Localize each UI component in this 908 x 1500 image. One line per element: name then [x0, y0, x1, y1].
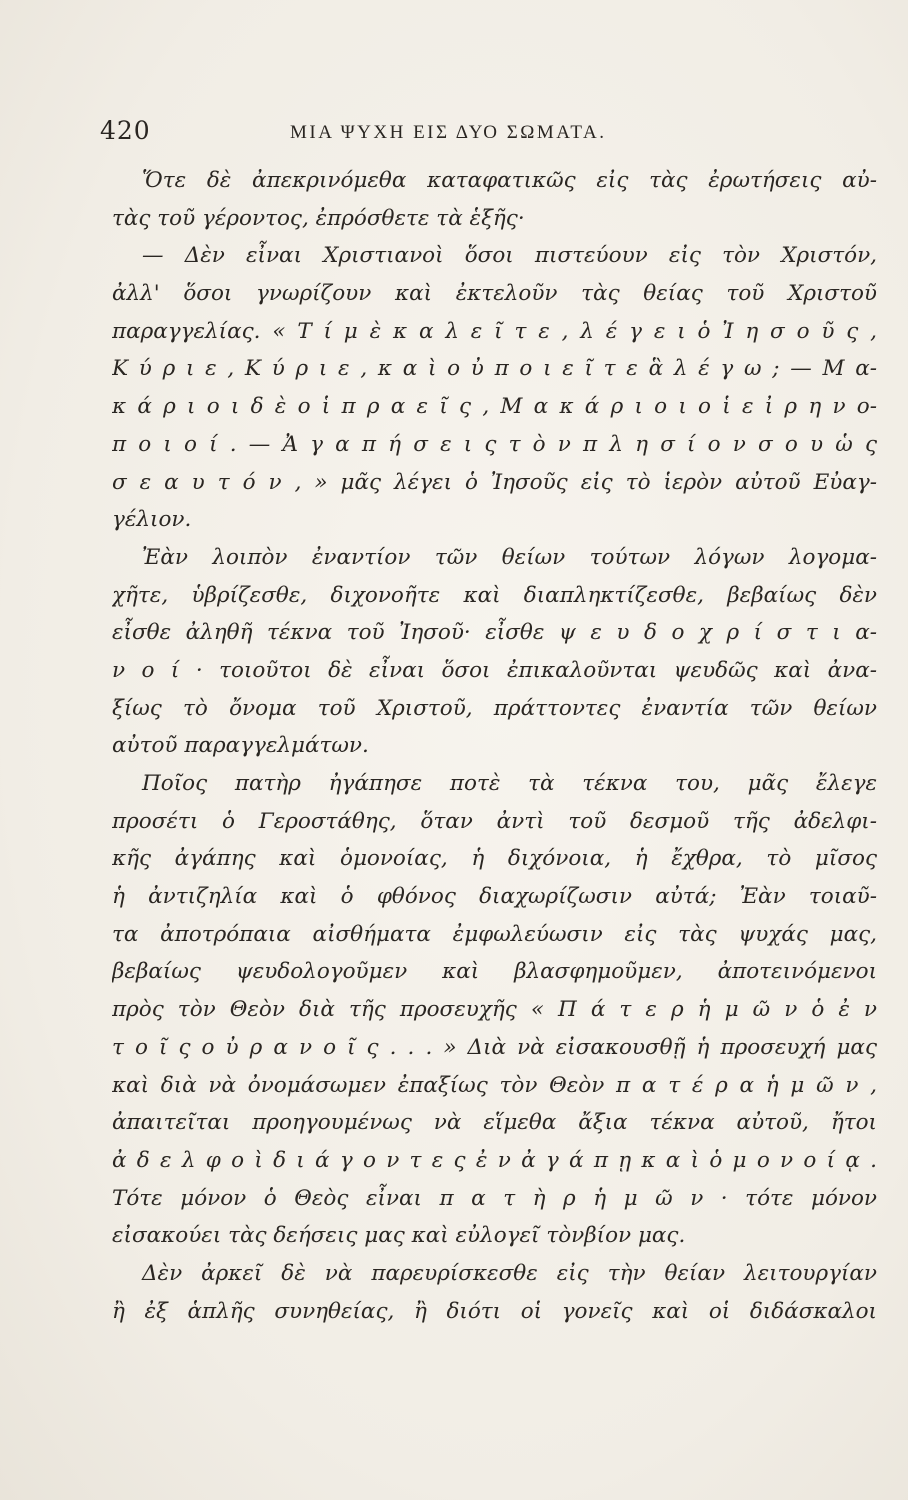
- text-line: γέλιον.: [112, 507, 192, 533]
- text-line: πρὸς τὸν Θεὸν διὰ τῆς προσευχῆς « Π ά τ ε ρ ἡ μ ῶ ν ὁ ἐ ν: [112, 997, 877, 1023]
- running-title: ΜΙΑ ΨΥΧΗ ΕΙΣ ΔΥΟ ΣΩΜΑΤΑ.: [290, 122, 607, 143]
- text-line: χῆτε, ὑβρίζεσθε, διχονοῆτε καὶ διαπληκτίζεσθε, βεβαίως δὲν: [112, 582, 877, 608]
- text-line: καὶ διὰ νὰ ὀνομάσωμεν ἐπαξίως τὸν Θεὸν π α τ έ ρ α ἡ μ ῶ ν ,: [112, 1072, 877, 1098]
- text-line: ἀλλ' ὅσοι γνωρίζουν καὶ ἐκτελοῦν τὰς θείας τοῦ Χριστοῦ: [112, 281, 877, 307]
- page-number: 420: [100, 116, 151, 145]
- text-line: παραγγελίας. « Τ ί μ ὲ κ α λ ε ῖ τ ε , λ έ γ ε ι ὁ Ἰ η σ ο ῦ ς ,: [112, 318, 877, 344]
- text-line: Τότε μόνον ὁ Θεὸς εἶναι π α τ ὴ ρ ἡ μ ῶ ν · τότε μόνον: [112, 1185, 877, 1211]
- text-line: Ἐὰν λοιπὸν ἐναντίον τῶν θείων τούτων λόγων λογομα-: [142, 544, 877, 570]
- text-line: ἀ δ ε λ φ ο ὶ δ ι ά γ ο ν τ ε ς ἐ ν ἀ γ ά π ῃ κ α ὶ ὁ μ ο ν ο ί ᾳ .: [112, 1147, 877, 1173]
- text-line: κ ά ρ ι ο ι δ ὲ ο ἱ π ρ α ε ῖ ς , Μ α κ ά ρ ι ο ι ο ἱ ε ἰ ρ η ν ο-: [112, 394, 877, 420]
- page-header: [100, 112, 820, 152]
- text-line: ξίως τὸ ὄνομα τοῦ Χριστοῦ, πράττοντες ἐναντία τῶν θείων: [112, 695, 877, 721]
- text-line: τ ο ῖ ς ο ὐ ρ α ν ο ῖ ς . . . » Διὰ νὰ εἰσακουσθῇ ἡ προσευχή μας: [112, 1034, 877, 1060]
- text-line: ν ο ί · τοιοῦτοι δὲ εἶναι ὅσοι ἐπικαλοῦνται ψευδῶς καὶ ἀνα-: [112, 657, 877, 683]
- text-line: Ποῖος πατὴρ ἠγάπησε ποτὲ τὰ τέκνα του, μᾶς ἔλεγε: [142, 771, 877, 796]
- body-text: [112, 162, 877, 1330]
- text-line: εἰσακούει τὰς δεήσεις μας καὶ εὐλογεῖ τὸνβίον μας.: [112, 1223, 686, 1249]
- text-line: τα ἀποτρόπαια αἰσθήματα ἐμφωλεύωσιν εἰς τὰς ψυχάς μας,: [112, 921, 877, 947]
- text-line: ἀπαιτεῖται προηγουμένως νὰ εἵμεθα ἄξια τέκνα αὐτοῦ, ἤτοι: [112, 1110, 877, 1136]
- text-line: βεβαίως ψευδολογοῦμεν καὶ βλασφημοῦμεν, ἀποτεινόμενοι: [112, 959, 877, 985]
- text-line: Ὅτε δὲ ἀπεκρινόμεθα καταφατικῶς εἰς τὰς ἐρωτήσεις αὐ-: [142, 168, 877, 193]
- text-line: Κ ύ ρ ι ε , Κ ύ ρ ι ε , κ α ὶ ο ὐ π ο ι ε ῖ τ ε ἃ λ έ γ ω ; — Μ α-: [112, 356, 877, 382]
- text-line: αὐτοῦ παραγγελμάτων.: [112, 733, 369, 759]
- text-line: προσέτι ὁ Γεροστάθης, ὅταν ἀντὶ τοῦ δεσμοῦ τῆς ἀδελφι-: [112, 808, 877, 834]
- text-line: Δὲν ἀρκεῖ δὲ νὰ παρευρίσκεσθε εἰς τὴν θείαν λειτουργίαν: [142, 1260, 877, 1286]
- text-line: τὰς τοῦ γέροντος, ἐπρόσθετε τὰ ἑξῆς·: [112, 205, 525, 231]
- text-line: εἶσθε ἀληθῆ τέκνα τοῦ Ἰησοῦ· εἶσθε ψ ε υ δ ο χ ρ ί σ τ ι α-: [112, 620, 877, 646]
- text-line: — Δὲν εἶναι Χριστιανοὶ ὅσοι πιστεύουν εἰς τὸν Χριστόν,: [142, 243, 877, 269]
- text-line: σ ε α υ τ ό ν , » μᾶς λέγει ὁ Ἰησοῦς εἰς τὸ ἱερὸν αὐτοῦ Εὐαγ-: [112, 469, 877, 495]
- text-line: ἢ ἐξ ἁπλῆς συνηθείας, ἢ διότι οἱ γονεῖς καὶ οἱ διδάσκαλοι: [112, 1298, 877, 1324]
- text-line: κῆς ἀγάπης καὶ ὁμονοίας, ἡ διχόνοια, ἡ ἔχθρα, τὸ μῖσος: [112, 846, 877, 872]
- text-line: ἡ ἀντιζηλία καὶ ὁ φθόνος διαχωρίζωσιν αὐτά; Ἐὰν τοιαῦ-: [112, 884, 877, 910]
- text-line: π ο ι ο ί . — Ἀ γ α π ή σ ε ι ς τ ὸ ν π λ η σ ί ο ν σ ο υ ὡ ς: [112, 431, 877, 457]
